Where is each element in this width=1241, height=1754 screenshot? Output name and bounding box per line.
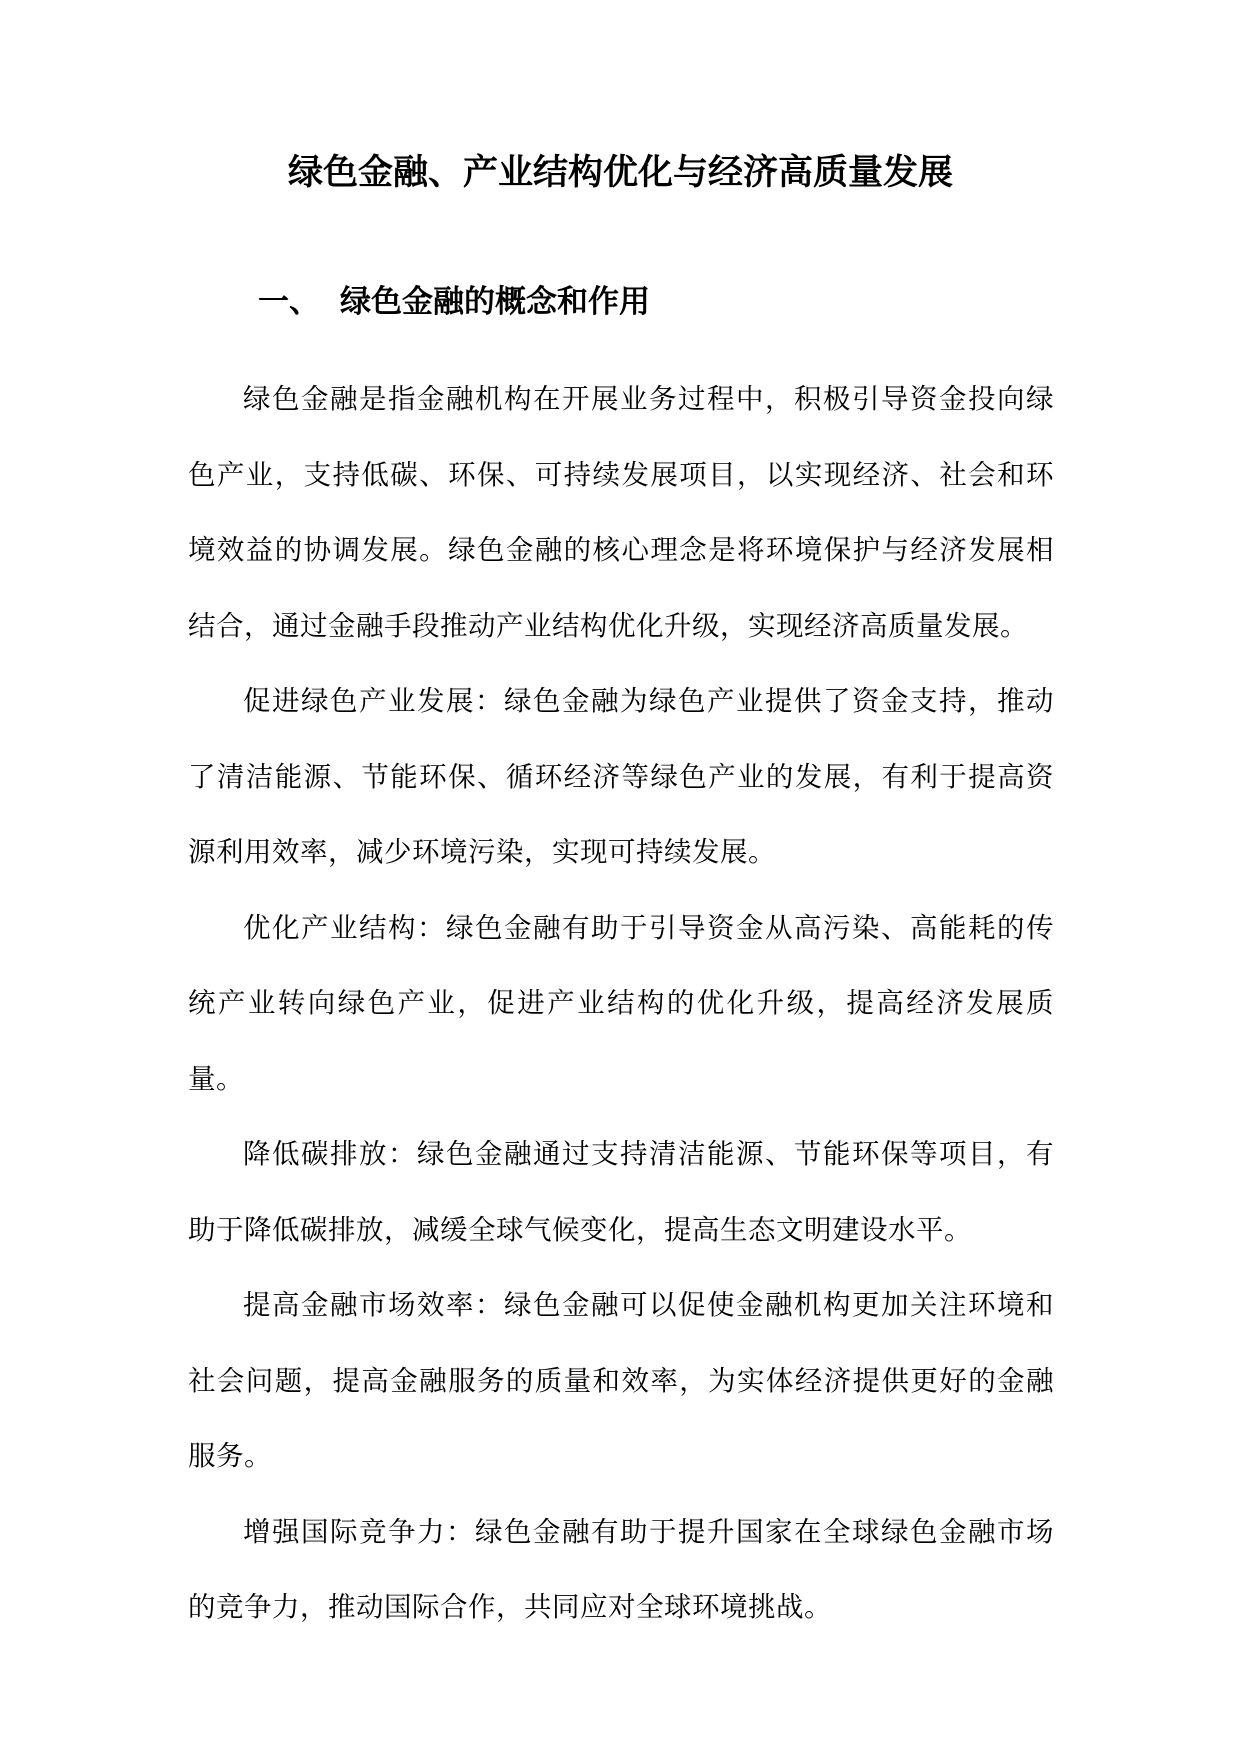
document-title: 绿色金融、产业结构优化与经济高质量发展 [287, 153, 953, 193]
paragraph-industrial-structure: 优化产业结构：绿色金融有助于引导资金从高污染、高能耗的传统产业转向绿色产业，促进产业结构的优化升级，提高经济发展质量。 [188, 911, 1054, 1095]
body-text [188, 362, 1054, 1646]
paragraph-market-efficiency: 提高金融市场效率：绿色金融可以促使金融机构更加关注环境和社会问题，提高金融服务的质量和效率，为实体经济提供更好的金融服务。 [188, 1289, 1054, 1472]
paragraph-carbon-emission: 降低碳排放：绿色金融通过支持清洁能源、节能环保等项目，有助于降低碳排放，减缓全球气候变化，提高生态文明建设水平。 [188, 1138, 1054, 1246]
paragraph-green-industry: 促进绿色产业发展：绿色金融为绿色产业提供了资金支持，推动了清洁能源、节能环保、循环经济等绿色产业的发展，有利于提高资源利用效率，减少环境污染，实现可持续发展。 [188, 685, 1054, 868]
paragraph-competitiveness: 增强国际竞争力：绿色金融有助于提升国家在全球绿色金融市场的竞争力，推动国际合作，共同应对全球环境挑战。 [188, 1515, 1054, 1623]
section-heading-text: 绿色金融的概念和作用 [340, 284, 650, 320]
paragraph-definition: 绿色金融是指金融机构在开展业务过程中，积极引导资金投向绿色产业，支持低碳、环保、可持续发展项目，以实现经济、社会和环境效益的协调发展。绿色金融的核心理念是将环境保护与经济发展相结合，通过金融手段推动产业结构优化升级，实现经济高质量发展。 [188, 383, 1054, 642]
section-heading [258, 280, 650, 324]
section-number: 一、 [258, 284, 320, 320]
